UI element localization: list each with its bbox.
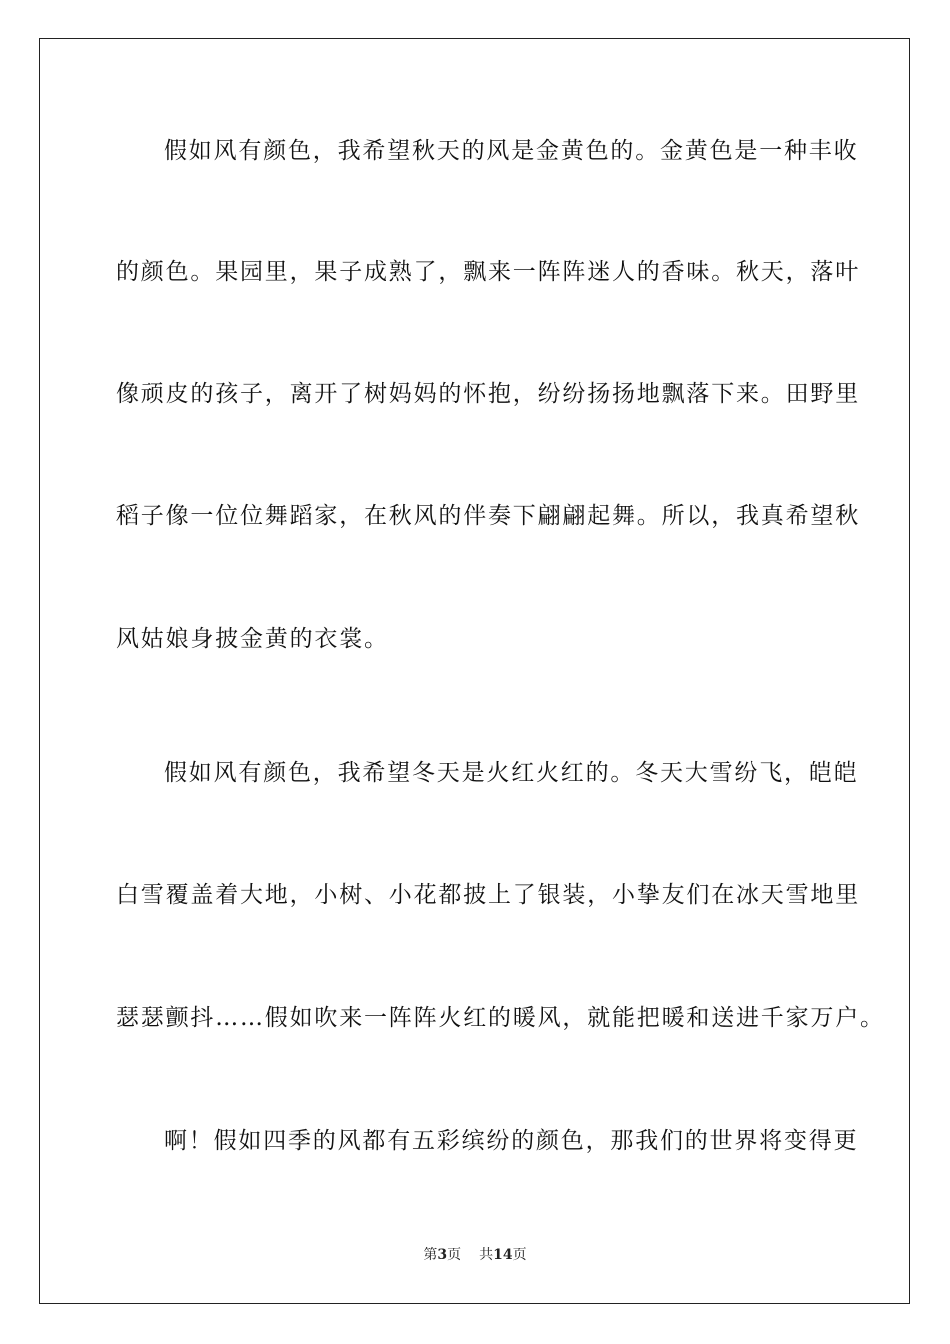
total-pages: 14 [493,1247,513,1263]
page-frame [39,38,910,1304]
paragraph-line: 像顽皮的孩子，离开了树妈妈的怀抱，纷纷扬扬地飘落下来。田野里 [116,381,860,407]
total-label-suffix: 页 [512,1247,527,1263]
page-label-suffix: 页 [447,1247,462,1263]
paragraph-line: 假如风有颜色，我希望冬天是火红火红的。冬天大雪纷飞，皑皑 [164,760,859,786]
paragraph-line: 风姑娘身披金黄的衣裳。 [116,626,389,652]
page-label-prefix: 第 [423,1247,438,1263]
paragraph-line: 啊！假如四季的风都有五彩缤纷的颜色，那我们的世界将变得更 [164,1128,859,1154]
page-number: 3 [437,1247,448,1263]
total-label-prefix: 共 [479,1247,494,1263]
paragraph-line: 的颜色。果园里，果子成熟了，飘来一阵阵迷人的香味。秋天，落叶 [116,259,860,285]
paragraph-line: 稻子像一位位舞蹈家，在秋风的伴奏下翩翩起舞。所以，我真希望秋 [116,503,860,529]
paragraph-line: 白雪覆盖着大地，小树、小花都披上了银装，小挚友们在冰天雪地里 [116,882,860,908]
page-footer [0,1245,950,1265]
paragraph-line: 瑟瑟颤抖……假如吹来一阵阵火红的暖风，就能把暖和送进千家万户。 [116,1005,885,1031]
paragraph-line: 假如风有颜色，我希望秋天的风是金黄色的。金黄色是一种丰收 [164,138,859,164]
